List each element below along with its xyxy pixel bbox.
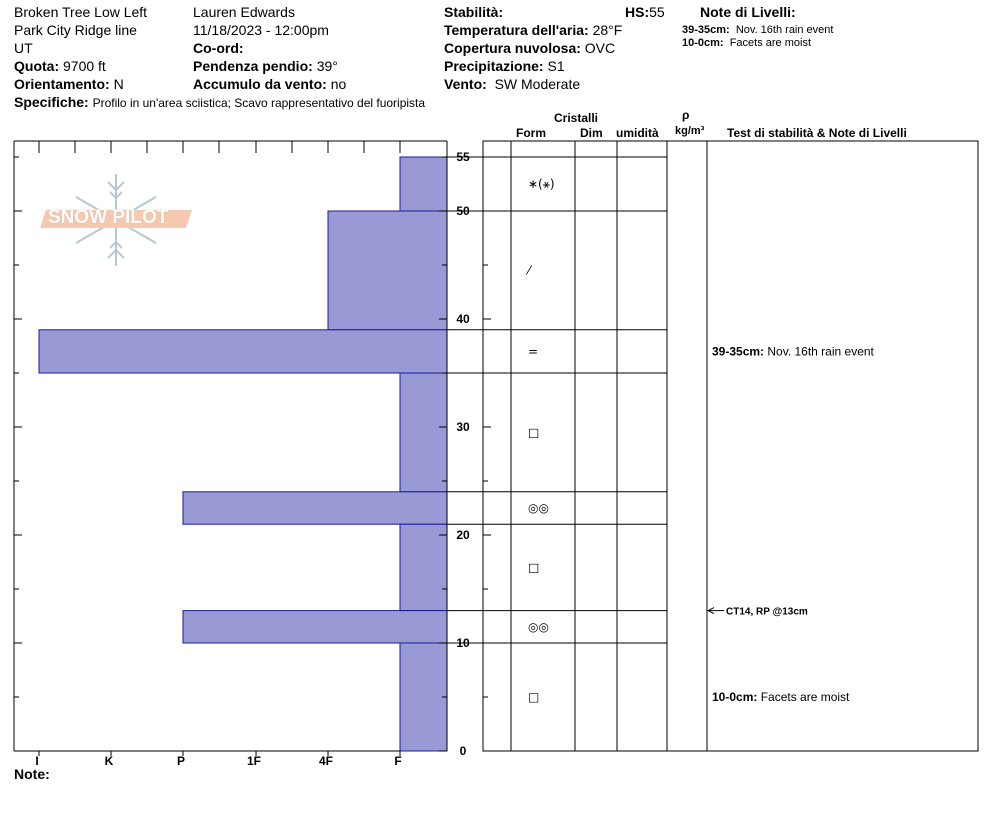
hardness-bar xyxy=(183,611,447,643)
coord-label: Co-ord: xyxy=(193,40,244,56)
col-cristalli: Cristalli xyxy=(554,111,599,125)
hs: HS:55 xyxy=(625,4,665,20)
col-form: Form xyxy=(516,126,546,140)
height-tick-label: 50 xyxy=(456,204,470,218)
layer-note: 39-35cm: Nov. 16th rain event xyxy=(712,344,874,359)
crystal-form-symbol: □ xyxy=(528,425,540,440)
wind-load: Accumulo da vento: no xyxy=(193,76,347,92)
cloud-cover: Copertura nuvolosa: OVC xyxy=(444,40,616,56)
location: Broken Tree Low Left xyxy=(14,4,148,20)
hardness-bar xyxy=(39,330,447,373)
hardness-bar xyxy=(400,524,447,610)
hardness-tick-label: K xyxy=(104,754,114,768)
quota: Quota: 9700 ft xyxy=(14,58,106,74)
height-tick-label: 10 xyxy=(456,636,470,650)
col-tests: Test di stabilità & Note di Livelli xyxy=(727,126,907,140)
observer: Lauren Edwards xyxy=(193,4,295,20)
crystal-form-symbol: □ xyxy=(528,560,540,575)
layer-notes-title: Note di Livelli: xyxy=(700,4,796,20)
precipitation: Precipitazione: S1 xyxy=(444,58,565,74)
col-umidita: umidità xyxy=(616,126,659,140)
col-rho: ρ xyxy=(682,108,690,122)
state: UT xyxy=(14,40,33,56)
hardness-tick-label: 1F xyxy=(246,754,262,768)
stability-label: Stabilità: xyxy=(444,4,504,20)
slope: Pendenza pendio: 39° xyxy=(193,58,338,74)
area: Park City Ridge line xyxy=(14,22,137,38)
crystal-form-symbol: ◎◎ xyxy=(528,619,549,634)
orientamento: Orientamento: N xyxy=(14,76,124,92)
crystal-form-symbol: ◎◎ xyxy=(528,501,549,515)
crystal-form-symbol: □ xyxy=(528,690,540,704)
hardness-bar xyxy=(328,211,447,330)
layer-note-1: 39-35cm: Nov. 16th rain event xyxy=(682,24,834,36)
height-tick-label: 40 xyxy=(456,312,470,326)
col-density-unit: kg/m³ xyxy=(675,125,705,137)
layer-note-2: 10-0cm: Facets are moist xyxy=(682,37,812,49)
layer-table-frame xyxy=(483,141,978,751)
layer-note: 10-0cm: Facets are moist xyxy=(712,690,850,704)
hardness-bar xyxy=(400,643,447,751)
hardness-bar xyxy=(183,492,447,524)
hardness-tick-label: I xyxy=(35,754,39,768)
height-tick-label: 30 xyxy=(456,420,470,434)
height-tick-label: 0 xyxy=(459,744,467,758)
stability-test-label: CT14, RP @13cm xyxy=(726,606,808,618)
datetime: 11/18/2023 - 12:00pm xyxy=(193,22,329,38)
logo-text: SNOW PILOT xyxy=(48,207,169,228)
wind: Vento: SW Moderate xyxy=(444,76,581,92)
height-tick-label: 55 xyxy=(456,150,470,164)
hardness-tick-label: P xyxy=(176,754,186,768)
note-label: Note: xyxy=(14,766,50,782)
specifiche: Specifiche: Profilo in un'area sciistica; Scavo rappresentativo del fuoripista xyxy=(14,94,426,110)
crystal-form-symbol: ⁄ xyxy=(528,263,531,278)
hardness-bar xyxy=(400,373,447,492)
hardness-tick-label: 4F xyxy=(318,754,334,768)
hardness-bar xyxy=(400,157,447,211)
crystal-form-symbol: = xyxy=(528,344,539,359)
col-dim: Dim xyxy=(580,126,603,140)
hardness-tick-label: F xyxy=(394,754,402,768)
crystal-form-symbol: ∗(⚹) xyxy=(528,177,555,191)
air-temp: Temperatura dell'aria: 28°F xyxy=(444,22,623,38)
height-tick-label: 20 xyxy=(456,528,470,542)
